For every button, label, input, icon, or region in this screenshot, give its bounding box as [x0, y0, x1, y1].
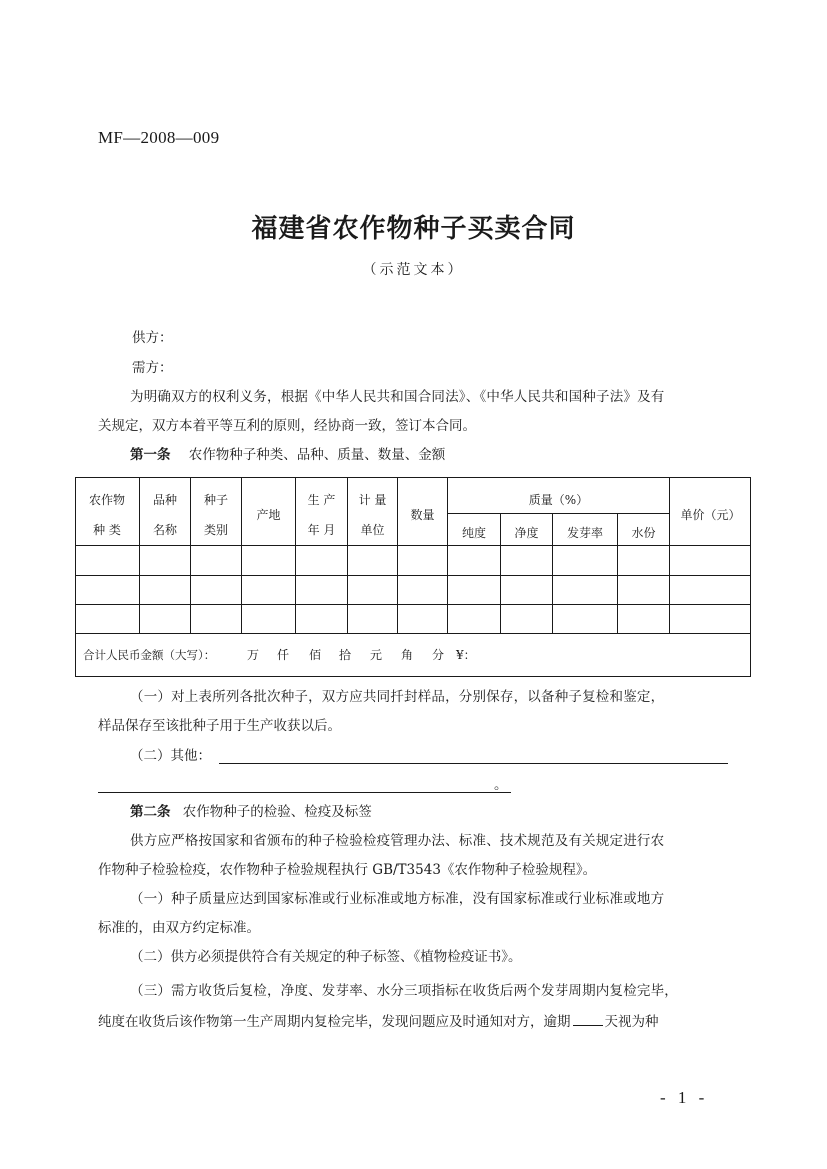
article-2-para-line-1: 供方应严格按国家和省颁布的种子检验检疫管理办法、标准、技术规范及有关规定进行农: [130, 833, 665, 849]
clause-1-1-line-2: 样品保存至该批种子用于生产收获以后。: [98, 718, 341, 734]
header-origin: 产地: [256, 508, 281, 522]
article-2-label: 第二条: [130, 804, 171, 820]
total-unit-shi: 拾: [339, 648, 352, 662]
intro-line-2: 关规定，双方本着平等互利的原则，经协商一致，签订本合同。: [98, 418, 476, 434]
header-seedtype-line1: 种子: [203, 493, 228, 507]
header-production-line1: 生 产: [307, 493, 336, 507]
other-terms-line-1: [219, 763, 728, 764]
article-2-title: 农作物种子的检验、检疫及标签: [182, 804, 372, 820]
contract-title: 福建省农作物种子买卖合同: [251, 214, 576, 244]
clause-2-3-line-2: [98, 1011, 659, 1031]
article-2-para-line-2: 作物种子检验检疫，农作物种子检验规程执行 GB/T3543《农作物种子检验规程》。: [98, 862, 597, 878]
header-unit-line1: 计 量: [358, 493, 387, 507]
header-purity: 纯度: [461, 526, 486, 540]
supplier-label: 供方：: [132, 330, 173, 346]
header-seedtype-line2: 类别: [203, 523, 228, 537]
article-1-heading: [130, 446, 445, 464]
total-unit-jiao: 角: [401, 648, 414, 662]
total-unit-bai: 佰: [309, 648, 322, 662]
table-grid: [75, 477, 751, 677]
clause-2-3-line-1: （三）需方收货后复检，净度、发芽率、水分三项指标在收货后两个发芽周期内复检完毕，: [130, 983, 678, 999]
header-moisture: 水份: [631, 526, 656, 540]
total-yen-symbol: ¥：: [456, 648, 476, 662]
total-amount-label: 合计人民币金额（大写）：: [83, 648, 216, 662]
total-unit-qian: 仟: [277, 648, 290, 662]
document-code: MF—2008—009: [98, 128, 220, 147]
clause-1-1-line-1: （一）对上表所列各批次种子，双方应共同扦封样品，分别保存，以备种子复检和鉴定，: [130, 689, 665, 705]
clause-2-3-line-2-b: 天视为种: [604, 1014, 659, 1030]
total-unit-yuan: 元: [370, 648, 383, 662]
contract-subtitle: （示范文本）: [362, 262, 465, 278]
header-production-line2: 年 月: [307, 523, 336, 537]
clause-2-1-line-1: （一）种子质量应达到国家标准或行业标准或地方标准，没有国家标准或行业标准或地方: [130, 891, 665, 907]
header-cleanliness: 净度: [514, 526, 539, 540]
intro-line-1: 为明确双方的权利义务，根据《中华人民共和国合同法》、《中华人民共和国种子法》及有: [130, 389, 665, 405]
other-terms-line-2: [98, 792, 511, 793]
header-crop-line2: 种 类: [93, 523, 121, 537]
clause-1-2-end: 。: [494, 777, 508, 793]
clause-2-2: （二）供方必须提供符合有关规定的种子标签、《植物检疫证书》。: [130, 949, 522, 965]
total-unit-wan: 万: [247, 648, 260, 662]
header-unit-line2: 单位: [360, 523, 385, 537]
days-blank: [573, 1011, 603, 1026]
seed-table: [75, 477, 751, 677]
article-1-title: 农作物种子种类、品种、质量、数量、金额: [188, 447, 446, 463]
header-germination: 发芽率: [566, 526, 603, 540]
header-quality: 质量（%）: [528, 493, 589, 507]
clause-2-3-line-2-a: 纯度在收货后该作物第一生产周期内复检完毕，发现问题应及时通知对方，逾期: [98, 1014, 571, 1030]
header-variety-line1: 品种: [152, 493, 177, 507]
total-unit-fen: 分: [432, 648, 445, 662]
buyer-label: 需方：: [132, 360, 173, 376]
page-number: - 1 -: [660, 1088, 709, 1107]
clause-1-2-label: （二）其他：: [130, 748, 211, 764]
header-variety-line2: 名称: [152, 523, 177, 537]
article-2-heading: [130, 803, 372, 821]
header-crop-line1: 农作物: [88, 493, 125, 507]
header-quantity: 数量: [410, 508, 435, 522]
header-unit-price: 单价（元）: [680, 508, 741, 522]
article-1-label: 第一条: [130, 447, 171, 463]
clause-2-1-line-2: 标准的，由双方约定标准。: [98, 920, 260, 936]
